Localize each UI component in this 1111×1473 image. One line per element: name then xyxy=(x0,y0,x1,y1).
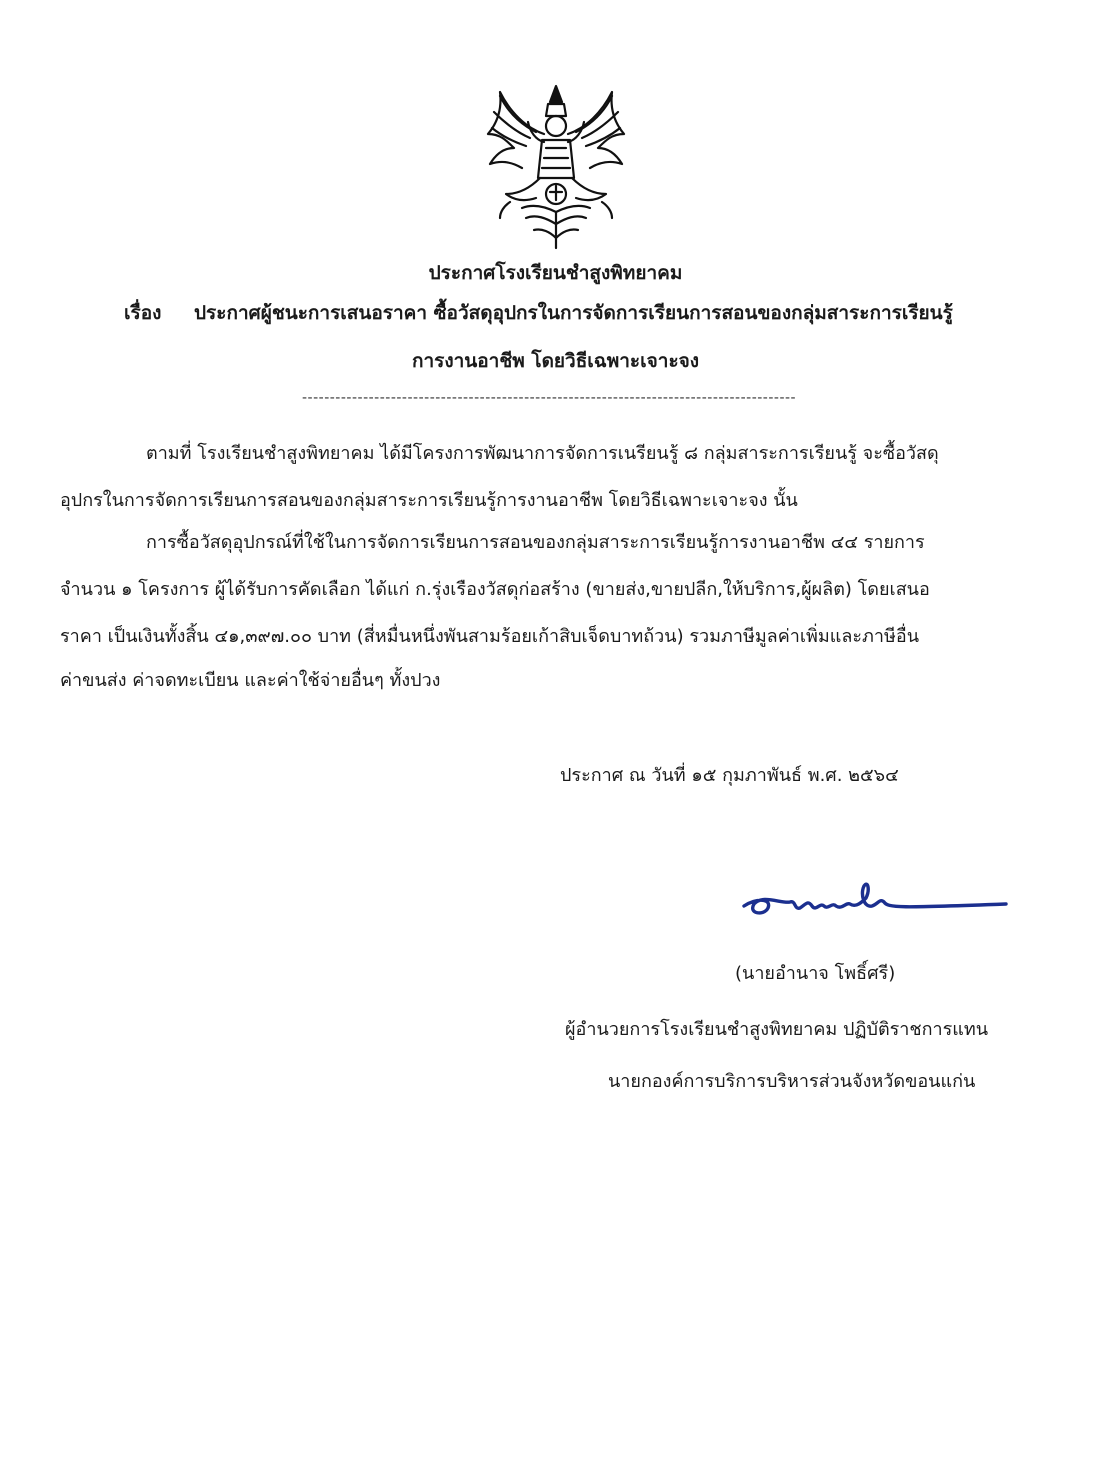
separator-line: ----------------------------------------------------------------------------------------- xyxy=(302,390,797,406)
paragraph-2-line-1: การซื้อวัสดุอุปกรณ์ที่ใช้ในการจัดการเรียนการสอนของกลุ่มสาระการเรียนรู้การงานอาชีพ ๔๔ รายการ xyxy=(146,532,925,553)
subject-line-2: การงานอาชีพ โดยวิธีเฉพาะเจาะจง xyxy=(411,350,700,372)
signer-name: (นายอำนาจ โพธิ์ศรี) xyxy=(735,963,896,984)
paragraph-1-line-2: อุปกรในการจัดการเรียนการสอนของกลุ่มสาระการเรียนรู้การงานอาชีพ โดยวิธีเฉพาะเจาะจง นั้น xyxy=(60,490,798,511)
garuda-emblem-icon xyxy=(470,82,642,252)
paragraph-2-line-3: ราคา เป็นเงินทั้งสิ้น ๔๑,๓๙๗.๐๐ บาท (สี่หมื่นหนึ่งพันสามร้อยเก้าสิบเจ็ดบาทถ้วน) รวมภาษีมูลค่าเพิ่มและภาษีอื่น xyxy=(60,626,919,647)
signer-position-2: นายกองค์การบริการบริหารส่วนจังหวัดขอนแก่น xyxy=(608,1071,976,1092)
signer-position-1: ผู้อำนวยการโรงเรียนชำสูงพิทยาคม ปฏิบัติราชการแทน xyxy=(565,1019,989,1040)
subject-line-1: ประกาศผู้ชนะการเสนอราคา ซื้อวัสดุอุปกรในการจัดการเรียนการสอนของกลุ่มสาระการเรียนรู้ xyxy=(194,302,953,324)
paragraph-1-line-1: ตามที่ โรงเรียนชำสูงพิทยาคม ได้มีโครงการพัฒนาการจัดการเนรียนรู้ ๘ กลุ่มสาระการเรียนรู้ จะซื้อวัสดุ xyxy=(146,443,939,464)
paragraph-2-line-2: จำนวน ๑ โครงการ ผู้ได้รับการคัดเลือก ได้แก่ ก.รุ่งเรืองวัสดุก่อสร้าง (ขายส่ง,ขายปลีก,ให้บริการ,ผู้ผลิต) โดยเสนอ xyxy=(60,579,930,600)
announcement-title: ประกาศโรงเรียนชำสูงพิทยาคม xyxy=(428,262,683,284)
paragraph-2-line-4: ค่าขนส่ง ค่าจดทะเบียน และค่าใช้จ่ายอื่นๆ ทั้งปวง xyxy=(60,670,441,691)
subject-block xyxy=(124,298,953,328)
subject-label: เรื่อง xyxy=(124,302,162,324)
announcement-date: ประกาศ ณ วันที่ ๑๕ กุมภาพันธ์ พ.ศ. ๒๕๖๔ xyxy=(560,765,899,786)
handwritten-signature xyxy=(738,868,1018,938)
